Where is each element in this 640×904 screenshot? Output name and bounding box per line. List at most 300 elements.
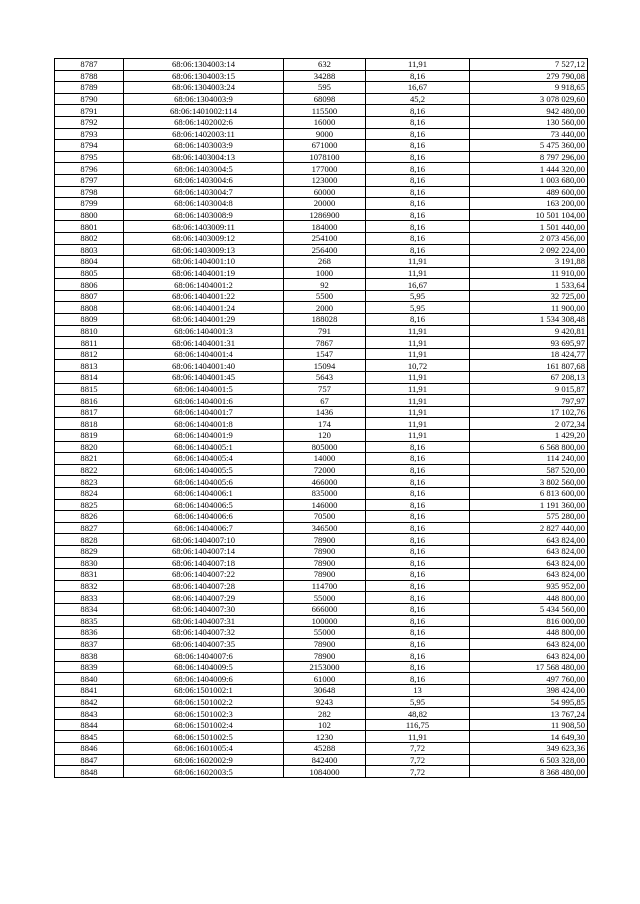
table-row: [55, 151, 588, 163]
table-row: [55, 314, 588, 326]
cadastral-number-cell: 68:06:1404007:10: [124, 534, 284, 546]
area-cell: 2000: [284, 302, 366, 314]
rate-cell: 11,91: [366, 325, 470, 337]
row-number-cell: 8798: [55, 186, 124, 198]
table-row: [55, 766, 588, 778]
table-row: [55, 685, 588, 697]
cadastral-number-cell: 68:06:1404007:14: [124, 545, 284, 557]
rate-cell: 11,91: [366, 348, 470, 360]
cadastral-value-cell: 5 434 560,00: [470, 603, 588, 615]
rate-cell: 8,16: [366, 615, 470, 627]
rate-cell: 7,72: [366, 754, 470, 766]
cadastral-number-cell: 68:06:1403003:9: [124, 140, 284, 152]
cadastral-value-cell: 93 695,97: [470, 337, 588, 349]
row-number-cell: 8828: [55, 534, 124, 546]
cadastral-value-cell: 32 725,00: [470, 290, 588, 302]
rate-cell: 11,91: [366, 267, 470, 279]
cadastral-value-cell: 3 078 029,60: [470, 93, 588, 105]
area-cell: 68098: [284, 93, 366, 105]
table-row: [55, 290, 588, 302]
rate-cell: 48,82: [366, 708, 470, 720]
cadastral-value-cell: 448 800,00: [470, 627, 588, 639]
rate-cell: 8,16: [366, 603, 470, 615]
cadastral-value-cell: 489 600,00: [470, 186, 588, 198]
cadastral-value-cell: 1 429,20: [470, 430, 588, 442]
rate-cell: 16,67: [366, 82, 470, 94]
row-number-cell: 8844: [55, 719, 124, 731]
row-number-cell: 8840: [55, 673, 124, 685]
cadastral-value-cell: 1 501 440,00: [470, 221, 588, 233]
cadastral-number-cell: 68:06:1404001:3: [124, 325, 284, 337]
row-number-cell: 8838: [55, 650, 124, 662]
area-cell: 791: [284, 325, 366, 337]
row-number-cell: 8795: [55, 151, 124, 163]
cadastral-number-cell: 68:06:1404005:4: [124, 453, 284, 465]
area-cell: 254100: [284, 232, 366, 244]
cadastral-value-cell: 643 824,00: [470, 569, 588, 581]
cadastral-number-cell: 68:06:1404001:19: [124, 267, 284, 279]
rate-cell: 7,72: [366, 766, 470, 778]
row-number-cell: 8837: [55, 638, 124, 650]
row-number-cell: 8830: [55, 557, 124, 569]
cadastral-value-cell: 54 995,85: [470, 696, 588, 708]
table-row: [55, 615, 588, 627]
table-row: [55, 673, 588, 685]
table-row: [55, 348, 588, 360]
cadastral-number-cell: 68:06:1404007:6: [124, 650, 284, 662]
table-row: [55, 174, 588, 186]
row-number-cell: 8831: [55, 569, 124, 581]
area-cell: 1547: [284, 348, 366, 360]
cadastral-value-cell: 279 790,08: [470, 70, 588, 82]
table-row: [55, 661, 588, 673]
cadastral-number-cell: 68:06:1404001:6: [124, 395, 284, 407]
area-cell: 268: [284, 256, 366, 268]
row-number-cell: 8809: [55, 314, 124, 326]
table-row: [55, 534, 588, 546]
cadastral-value-cell: 1 534 308,48: [470, 314, 588, 326]
cadastral-number-cell: 68:06:1404007:35: [124, 638, 284, 650]
table-row: [55, 557, 588, 569]
rate-cell: 8,16: [366, 128, 470, 140]
cadastral-value-cell: 398 424,00: [470, 685, 588, 697]
table-row: [55, 59, 588, 71]
rate-cell: 8,16: [366, 638, 470, 650]
cadastral-number-cell: 68:06:1401002:114: [124, 105, 284, 117]
table-row: [55, 453, 588, 465]
table-row: [55, 140, 588, 152]
rate-cell: 8,16: [366, 661, 470, 673]
area-cell: 5643: [284, 372, 366, 384]
cadastral-value-cell: 1 003 680,00: [470, 174, 588, 186]
cadastral-value-cell: 73 440,00: [470, 128, 588, 140]
table-row: [55, 430, 588, 442]
row-number-cell: 8803: [55, 244, 124, 256]
cadastral-number-cell: 68:06:1404001:10: [124, 256, 284, 268]
rate-cell: 8,16: [366, 511, 470, 523]
cadastral-number-cell: 68:06:1304003:24: [124, 82, 284, 94]
cadastral-number-cell: 68:06:1404001:5: [124, 383, 284, 395]
area-cell: 177000: [284, 163, 366, 175]
table-row: [55, 360, 588, 372]
area-cell: 92: [284, 279, 366, 291]
row-number-cell: 8816: [55, 395, 124, 407]
table-row: [55, 82, 588, 94]
row-number-cell: 8835: [55, 615, 124, 627]
rate-cell: 8,16: [366, 105, 470, 117]
area-cell: 55000: [284, 592, 366, 604]
area-cell: 595: [284, 82, 366, 94]
row-number-cell: 8820: [55, 441, 124, 453]
rate-cell: 13: [366, 685, 470, 697]
cadastral-number-cell: 68:06:1601005:4: [124, 743, 284, 755]
cadastral-value-cell: 497 760,00: [470, 673, 588, 685]
rate-cell: 8,16: [366, 441, 470, 453]
cadastral-number-cell: 68:06:1403004:6: [124, 174, 284, 186]
row-number-cell: 8829: [55, 545, 124, 557]
cadastral-value-cell: 9 015,87: [470, 383, 588, 395]
cadastral-number-cell: 68:06:1404009:6: [124, 673, 284, 685]
cadastral-number-cell: 68:06:1501002:4: [124, 719, 284, 731]
cadastral-value-cell: 643 824,00: [470, 638, 588, 650]
cadastral-number-cell: 68:06:1404001:22: [124, 290, 284, 302]
table-row: [55, 209, 588, 221]
area-cell: 1436: [284, 406, 366, 418]
row-number-cell: 8791: [55, 105, 124, 117]
area-cell: 7867: [284, 337, 366, 349]
table-row: [55, 372, 588, 384]
cadastral-number-cell: 68:06:1403008:9: [124, 209, 284, 221]
cadastral-number-cell: 68:06:1403004:7: [124, 186, 284, 198]
cadastral-value-cell: 643 824,00: [470, 557, 588, 569]
cadastral-number-cell: 68:06:1403009:11: [124, 221, 284, 233]
row-number-cell: 8817: [55, 406, 124, 418]
table-row: [55, 105, 588, 117]
table-row: [55, 93, 588, 105]
area-cell: 9000: [284, 128, 366, 140]
area-cell: 146000: [284, 499, 366, 511]
cadastral-value-cell: 6 503 328,00: [470, 754, 588, 766]
rate-cell: 8,16: [366, 650, 470, 662]
cadastral-value-cell: 10 501 104,00: [470, 209, 588, 221]
area-cell: 666000: [284, 603, 366, 615]
area-cell: 78900: [284, 650, 366, 662]
cadastral-number-cell: 68:06:1403004:5: [124, 163, 284, 175]
row-number-cell: 8790: [55, 93, 124, 105]
cadastral-number-cell: 68:06:1404007:18: [124, 557, 284, 569]
row-number-cell: 8805: [55, 267, 124, 279]
table-row: [55, 580, 588, 592]
cadastral-value-cell: 1 191 360,00: [470, 499, 588, 511]
rate-cell: 11,91: [366, 418, 470, 430]
area-cell: 671000: [284, 140, 366, 152]
row-number-cell: 8812: [55, 348, 124, 360]
table-row: [55, 279, 588, 291]
area-cell: 1078100: [284, 151, 366, 163]
row-number-cell: 8842: [55, 696, 124, 708]
table-row: [55, 603, 588, 615]
area-cell: 1230: [284, 731, 366, 743]
cadastral-value-cell: 11 910,00: [470, 267, 588, 279]
cadastral-value-cell: 5 475 360,00: [470, 140, 588, 152]
area-cell: 1000: [284, 267, 366, 279]
cadastral-number-cell: 68:06:1404001:2: [124, 279, 284, 291]
cadastral-value-cell: 448 800,00: [470, 592, 588, 604]
cadastral-number-cell: 68:06:1404007:32: [124, 627, 284, 639]
rate-cell: 45,2: [366, 93, 470, 105]
rate-cell: 8,16: [366, 464, 470, 476]
rate-cell: 8,16: [366, 545, 470, 557]
row-number-cell: 8845: [55, 731, 124, 743]
area-cell: 835000: [284, 487, 366, 499]
cadastral-value-cell: 3 802 560,00: [470, 476, 588, 488]
row-number-cell: 8787: [55, 59, 124, 71]
area-cell: 184000: [284, 221, 366, 233]
cadastral-value-cell: 17 568 480,00: [470, 661, 588, 673]
rate-cell: 8,16: [366, 244, 470, 256]
cadastral-number-cell: 68:06:1602003:5: [124, 766, 284, 778]
table-row: [55, 418, 588, 430]
area-cell: 115500: [284, 105, 366, 117]
area-cell: 34288: [284, 70, 366, 82]
cadastral-value-cell: 7 527,12: [470, 59, 588, 71]
table-row: [55, 719, 588, 731]
table-row: [55, 198, 588, 210]
row-number-cell: 8818: [55, 418, 124, 430]
cadastral-value-cell: 935 952,00: [470, 580, 588, 592]
cadastral-number-cell: 68:06:1404006:5: [124, 499, 284, 511]
table-row: [55, 754, 588, 766]
cadastral-number-cell: 68:06:1304003:9: [124, 93, 284, 105]
rate-cell: 8,16: [366, 499, 470, 511]
area-cell: 1084000: [284, 766, 366, 778]
table-row: [55, 406, 588, 418]
cadastral-value-cell: 349 623,36: [470, 743, 588, 755]
rate-cell: 8,16: [366, 534, 470, 546]
table-row: [55, 487, 588, 499]
row-number-cell: 8827: [55, 522, 124, 534]
rate-cell: 11,91: [366, 256, 470, 268]
table-row: [55, 395, 588, 407]
cadastral-number-cell: 68:06:1404005:5: [124, 464, 284, 476]
cadastral-number-cell: 68:06:1404001:4: [124, 348, 284, 360]
table-row: [55, 476, 588, 488]
row-number-cell: 8832: [55, 580, 124, 592]
row-number-cell: 8793: [55, 128, 124, 140]
area-cell: 123000: [284, 174, 366, 186]
rate-cell: 8,16: [366, 673, 470, 685]
cadastral-value-cell: 816 000,00: [470, 615, 588, 627]
cadastral-number-cell: 68:06:1404007:31: [124, 615, 284, 627]
rate-cell: 8,16: [366, 314, 470, 326]
cadastral-number-cell: 68:06:1404007:29: [124, 592, 284, 604]
table-row: [55, 244, 588, 256]
cadastral-value-cell: 643 824,00: [470, 534, 588, 546]
cadastral-number-cell: 68:06:1403004:13: [124, 151, 284, 163]
row-number-cell: 8839: [55, 661, 124, 673]
row-number-cell: 8841: [55, 685, 124, 697]
area-cell: 70500: [284, 511, 366, 523]
row-number-cell: 8833: [55, 592, 124, 604]
cadastral-number-cell: 68:06:1304003:14: [124, 59, 284, 71]
row-number-cell: 8806: [55, 279, 124, 291]
cadastral-value-cell: 161 807,68: [470, 360, 588, 372]
cadastral-value-cell: 2 073 456,00: [470, 232, 588, 244]
row-number-cell: 8815: [55, 383, 124, 395]
cadastral-value-cell: 130 560,00: [470, 116, 588, 128]
cadastral-number-cell: 68:06:1404005:1: [124, 441, 284, 453]
cadastral-number-cell: 68:06:1404007:30: [124, 603, 284, 615]
area-cell: 757: [284, 383, 366, 395]
area-cell: 632: [284, 59, 366, 71]
table-row: [55, 163, 588, 175]
row-number-cell: 8847: [55, 754, 124, 766]
cadastral-value-cell: 14 649,30: [470, 731, 588, 743]
row-number-cell: 8796: [55, 163, 124, 175]
cadastral-value-cell: 797,97: [470, 395, 588, 407]
area-cell: 55000: [284, 627, 366, 639]
rate-cell: 8,16: [366, 140, 470, 152]
table-row: [55, 325, 588, 337]
rate-cell: 5,95: [366, 290, 470, 302]
cadastral-value-cell: 67 208,13: [470, 372, 588, 384]
table-row: [55, 522, 588, 534]
row-number-cell: 8825: [55, 499, 124, 511]
table-row: [55, 441, 588, 453]
cadastral-value-cell: 163 200,00: [470, 198, 588, 210]
rate-cell: 16,67: [366, 279, 470, 291]
table-body: [55, 59, 588, 778]
cadastral-value-cell: 6 568 800,00: [470, 441, 588, 453]
table-row: [55, 696, 588, 708]
area-cell: 256400: [284, 244, 366, 256]
table-row: [55, 627, 588, 639]
rate-cell: 8,16: [366, 453, 470, 465]
row-number-cell: 8836: [55, 627, 124, 639]
area-cell: 30648: [284, 685, 366, 697]
table-row: [55, 499, 588, 511]
cadastral-number-cell: 68:06:1403009:12: [124, 232, 284, 244]
cadastral-value-cell: 575 280,00: [470, 511, 588, 523]
rate-cell: 11,91: [366, 383, 470, 395]
cadastral-number-cell: 68:06:1404001:7: [124, 406, 284, 418]
area-cell: 60000: [284, 186, 366, 198]
cadastral-number-cell: 68:06:1501002:5: [124, 731, 284, 743]
row-number-cell: 8813: [55, 360, 124, 372]
table-row: [55, 743, 588, 755]
rate-cell: 8,16: [366, 151, 470, 163]
row-number-cell: 8797: [55, 174, 124, 186]
cadastral-value-cell: 6 813 600,00: [470, 487, 588, 499]
row-number-cell: 8789: [55, 82, 124, 94]
table-row: [55, 731, 588, 743]
cadastral-number-cell: 68:06:1404001:9: [124, 430, 284, 442]
cadastral-value-cell: 11 908,50: [470, 719, 588, 731]
area-cell: 45288: [284, 743, 366, 755]
rate-cell: 8,16: [366, 487, 470, 499]
table-row: [55, 186, 588, 198]
cadastral-number-cell: 68:06:1404007:28: [124, 580, 284, 592]
cadastral-number-cell: 68:06:1404006:6: [124, 511, 284, 523]
cadastral-value-cell: 114 240,00: [470, 453, 588, 465]
cadastral-number-cell: 68:06:1404007:22: [124, 569, 284, 581]
table-row: [55, 256, 588, 268]
rate-cell: 8,16: [366, 198, 470, 210]
table-row: [55, 464, 588, 476]
cadastral-number-cell: 68:06:1501002:3: [124, 708, 284, 720]
row-number-cell: 8788: [55, 70, 124, 82]
rate-cell: 8,16: [366, 557, 470, 569]
area-cell: 15094: [284, 360, 366, 372]
cadastral-value-cell: 9 918,65: [470, 82, 588, 94]
cadastral-value-cell: 643 824,00: [470, 545, 588, 557]
area-cell: 100000: [284, 615, 366, 627]
row-number-cell: 8799: [55, 198, 124, 210]
area-cell: 188028: [284, 314, 366, 326]
cadastral-value-cell: 1 533,64: [470, 279, 588, 291]
row-number-cell: 8792: [55, 116, 124, 128]
area-cell: 78900: [284, 557, 366, 569]
row-number-cell: 8800: [55, 209, 124, 221]
rate-cell: 5,95: [366, 302, 470, 314]
area-cell: 805000: [284, 441, 366, 453]
cadastral-number-cell: 68:06:1404001:40: [124, 360, 284, 372]
cadastral-number-cell: 68:06:1404001:8: [124, 418, 284, 430]
cadastral-number-cell: 68:06:1404006:1: [124, 487, 284, 499]
area-cell: 20000: [284, 198, 366, 210]
row-number-cell: 8824: [55, 487, 124, 499]
rate-cell: 10,72: [366, 360, 470, 372]
rate-cell: 11,91: [366, 731, 470, 743]
rate-cell: 8,16: [366, 163, 470, 175]
area-cell: 78900: [284, 534, 366, 546]
area-cell: 1286900: [284, 209, 366, 221]
area-cell: 2153000: [284, 661, 366, 673]
row-number-cell: 8802: [55, 232, 124, 244]
cadastral-number-cell: 68:06:1402003:11: [124, 128, 284, 140]
rate-cell: 8,16: [366, 186, 470, 198]
row-number-cell: 8834: [55, 603, 124, 615]
rate-cell: 8,16: [366, 569, 470, 581]
cadastral-value-cell: 1 444 320,00: [470, 163, 588, 175]
row-number-cell: 8794: [55, 140, 124, 152]
area-cell: 466000: [284, 476, 366, 488]
row-number-cell: 8801: [55, 221, 124, 233]
table-row: [55, 569, 588, 581]
table-row: [55, 116, 588, 128]
cadastral-value-cell: 2 072,34: [470, 418, 588, 430]
table-row: [55, 592, 588, 604]
area-cell: 78900: [284, 569, 366, 581]
area-cell: 61000: [284, 673, 366, 685]
rate-cell: 11,91: [366, 59, 470, 71]
rate-cell: 11,91: [366, 395, 470, 407]
row-number-cell: 8819: [55, 430, 124, 442]
rate-cell: 8,16: [366, 221, 470, 233]
rate-cell: 8,16: [366, 592, 470, 604]
area-cell: 14000: [284, 453, 366, 465]
cadastral-number-cell: 68:06:1402002:6: [124, 116, 284, 128]
table-row: [55, 70, 588, 82]
rate-cell: 5,95: [366, 696, 470, 708]
area-cell: 5500: [284, 290, 366, 302]
cadastral-number-cell: 68:06:1404001:29: [124, 314, 284, 326]
cadastral-number-cell: 68:06:1501002:1: [124, 685, 284, 697]
table-row: [55, 650, 588, 662]
cadastral-value-cell: 942 480,00: [470, 105, 588, 117]
row-number-cell: 8843: [55, 708, 124, 720]
cadastral-number-cell: 68:06:1304003:15: [124, 70, 284, 82]
